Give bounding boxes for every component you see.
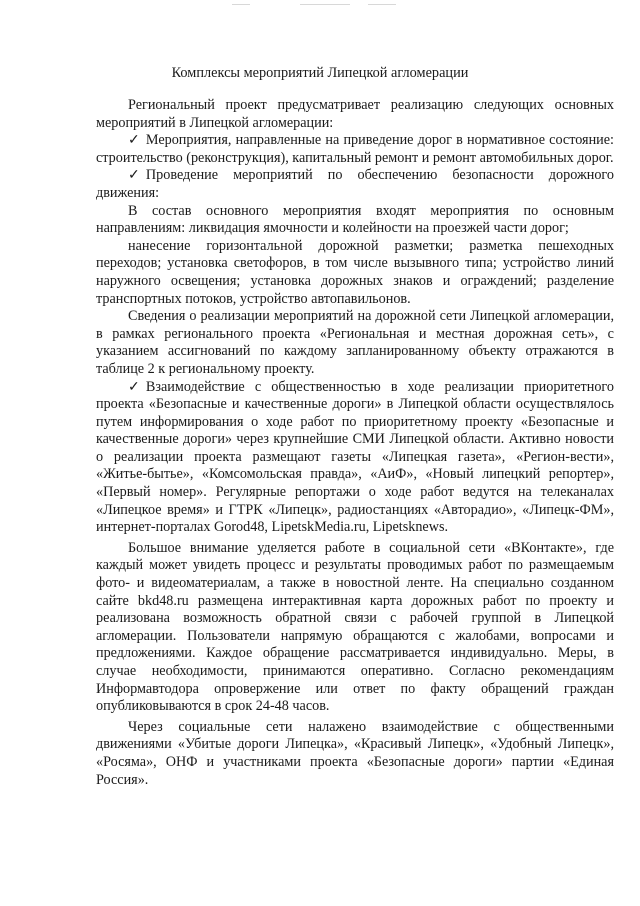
paragraph-main-directions: В состав основного мероприятия входят мероприятия по основным направлениям: ликвидация ямочности и колейности на проезжей части дорог; — [96, 202, 614, 237]
document-body — [96, 97, 614, 789]
paragraph-social-network: Большое внимание уделяется работе в социальной сети «ВКонтакте», где каждый может увидеть процесс и результаты проводимых работ по размещаемым фото- и видеоматериалам, а также в новостной ленте. На специально созданном сайте bkd48.ru размещена интерактивная карта дорожных работ по проекту и реализована возможность обратной связи с рабочей группой в Липецкой агломерации. Пользователи напрямую обращаются с жалобами, вопросами и предложениями. Каждое обращение рассматривается индивидуально. Меры, в случае необходимости, принимаются оперативно. Согласно рекомендациям Информавтодора опровержение или ответ по факту обращений граждан опубликовываются в срок 24-48 часов. — [96, 539, 614, 715]
paragraph-implementation-info: Сведения о реализации мероприятий на дорожной сети Липецкой агломерации, в рамках регионального проекта «Региональная и местная дорожная сеть», с указанием ассигнований по каждому запланированному объекту отражаются в таблице 2 к региональному проекту. — [96, 308, 614, 377]
scan-artifact — [300, 4, 350, 5]
bullet-road-safety — [96, 167, 614, 202]
check-mark-icon: ✓ — [128, 132, 140, 149]
document-title: Комплексы мероприятий Липецкой агломерации — [171, 65, 469, 81]
paragraph-marking: нанесение горизонтальной дорожной разметки; разметка пешеходных переходов; установка светофоров, в том числе вызывного типа; устройство линий наружного освещения; установка дорожных знаков и ограждений; разделение транспортных потоков, устройство автопавильонов. — [96, 237, 614, 307]
scan-artifact — [232, 4, 250, 5]
bullet-road-safety-text: Проведение мероприятий по обеспечению безопасности дорожного движения: — [96, 167, 614, 201]
bullet-road-condition-text: Мероприятия, направленные на приведение дорог в нормативное состояние: строительство (реконструкция), капитальный ремонт и ремонт автомобильных дорог. — [96, 132, 614, 166]
check-mark-icon: ✓ — [128, 378, 140, 395]
check-mark-icon: ✓ — [128, 167, 140, 184]
bullet-road-condition — [96, 132, 614, 167]
bullet-public-interaction — [96, 379, 614, 537]
scan-artifact — [368, 4, 396, 5]
bullet-public-interaction-text: Взаимодействие с общественностью в ходе реализации приоритетного проекта «Безопасные и качественные дороги» в Липецкой области осуществлялось путем информирования о ходе работ по приоритетному проекту «Безопасные и качественные дороги» через крупнейшие СМИ Липецкой области. Активно новости о реализации проекта размещают газеты «Липецкая газета», «Регион-вести», «Житье-бытье», «Комсомольская правда», «АиФ», «Новый липецкий репортер», «Первый номер». Регулярные репортажи о ходе работ ведутся на телеканалах «Липецкое время» и ГТРК «Липецк», радиостанциях «Авторадио», «Липецк-ФМ», интернет-порталах Gorod48, LipetskMedia.ru, Lipetsknews. — [96, 378, 614, 536]
paragraph-intro: Региональный проект предусматривает реализацию следующих основных мероприятий в Липецкой агломерации: — [96, 97, 614, 131]
paragraph-public-movements: Через социальные сети налажено взаимодействие с общественными движениями «Убитые дороги Липецка», «Красивый Липецк», «Удобный Липецк», «Росяма», ОНФ и участниками проекта «Безопасные дороги» партии «Единая Россия». — [96, 718, 614, 788]
